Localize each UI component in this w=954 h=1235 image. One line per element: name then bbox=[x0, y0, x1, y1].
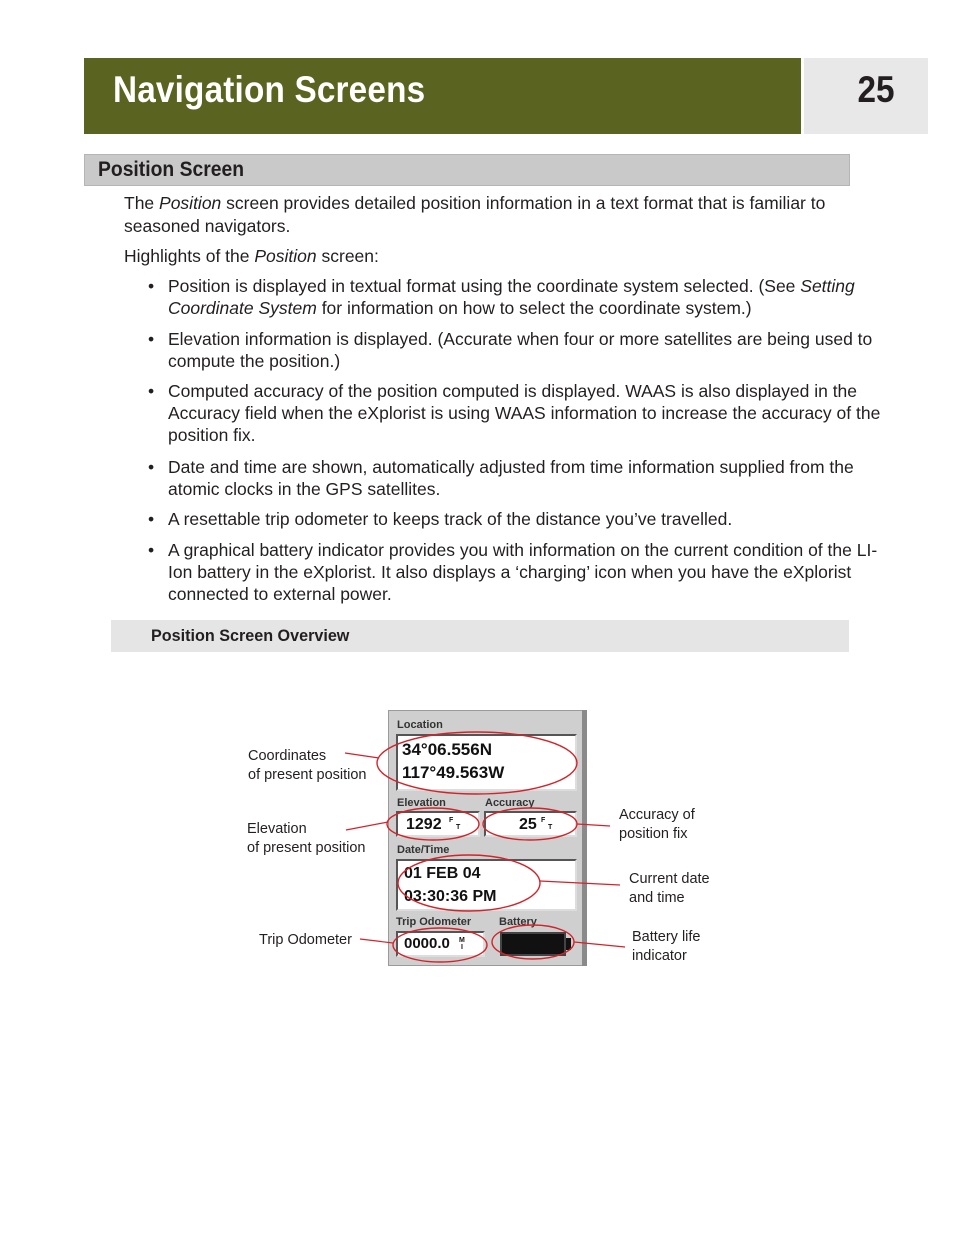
callout-text: indicator bbox=[632, 947, 687, 964]
trip-unit-bottom: I bbox=[461, 944, 463, 951]
battery-callout bbox=[632, 928, 701, 965]
highlights-text-b: screen: bbox=[316, 246, 379, 266]
bullet-marker: • bbox=[148, 457, 155, 477]
callout-text: of present position bbox=[247, 839, 366, 856]
callout-text: position fix bbox=[619, 825, 688, 842]
time-value: 03:30:36 PM bbox=[404, 888, 497, 905]
bullet-text: Elevation information is displayed. (Accurate when four or more satellites are being used to compute the position.) bbox=[168, 329, 873, 371]
trip-highlight-ring bbox=[393, 928, 487, 962]
accuracy-unit-bottom: T bbox=[548, 824, 553, 831]
battery-label: Battery bbox=[499, 916, 537, 928]
elevation-callout bbox=[247, 820, 366, 857]
elevation-value: 1292 bbox=[406, 816, 442, 833]
callout-text: and time bbox=[629, 889, 685, 906]
accuracy-unit-top: F bbox=[541, 817, 546, 824]
trip-unit-top: M bbox=[459, 937, 465, 944]
accuracy-callout bbox=[619, 806, 695, 843]
coordinates-callout bbox=[248, 747, 367, 784]
page-number: 25 bbox=[857, 69, 895, 110]
accuracy-value: 25 bbox=[519, 816, 537, 833]
battery-leader-line bbox=[574, 942, 625, 947]
datetime-label: Date/Time bbox=[397, 844, 450, 856]
bullet-marker: • bbox=[148, 509, 155, 529]
accuracy-highlight-ring bbox=[483, 808, 577, 840]
elevation-highlight-ring bbox=[387, 808, 479, 840]
longitude-value: 117°49.563W bbox=[402, 763, 505, 782]
bullet-text: Position is displayed in textual format using the coordinate system selected. (See bbox=[168, 276, 801, 296]
date-value: 01 FEB 04 bbox=[404, 865, 481, 882]
bullet-marker: • bbox=[148, 276, 155, 296]
intro-emphasis: Position bbox=[159, 193, 222, 213]
subsection-title: Position Screen Overview bbox=[151, 626, 350, 645]
bullet-marker: • bbox=[148, 540, 155, 560]
bullet-marker: • bbox=[148, 329, 155, 349]
section-title: Position Screen bbox=[98, 158, 245, 181]
latitude-value: 34°06.556N bbox=[402, 740, 492, 759]
trip-leader-line bbox=[360, 939, 393, 943]
trip-odometer-label: Trip Odometer bbox=[396, 916, 472, 928]
highlights-text-a: Highlights of the bbox=[124, 246, 255, 266]
bullet-text: for information on how to select the coordinate system.) bbox=[316, 298, 752, 318]
callout-text: Accuracy of bbox=[619, 807, 695, 823]
location-label: Location bbox=[397, 719, 443, 731]
callout-text: Elevation bbox=[247, 821, 307, 837]
intro-text-a: The bbox=[124, 193, 160, 213]
bullet-text: A graphical battery indicator provides you with information on the current condition of the LI-Ion battery in the eXplorist. It also displays a ‘charging’ icon when you have the eXplorist connected to external power. bbox=[168, 540, 878, 604]
bullet-text: A resettable trip odometer to keeps track of the distance you’ve travelled. bbox=[168, 509, 733, 529]
battery-highlight-ring bbox=[492, 925, 574, 959]
highlights-emphasis: Position bbox=[254, 246, 317, 266]
elevation-label: Elevation bbox=[397, 797, 446, 809]
elevation-unit-bottom: T bbox=[456, 824, 461, 831]
trip-odometer-callout: Trip Odometer bbox=[259, 932, 352, 948]
intro-text-b: screen provides detailed position information in a text format that is familiar to seasoned navigators. bbox=[124, 193, 826, 236]
page-title: Navigation Screens bbox=[113, 69, 426, 110]
bullet-text: Date and time are shown, automatically adjusted from time information supplied from the atomic clocks in the GPS satellites. bbox=[168, 457, 854, 499]
bullet-emphasis: Setting Coordinate System bbox=[168, 276, 855, 318]
elevation-unit-top: F bbox=[449, 817, 454, 824]
bullet-text: Computed accuracy of the position computed is displayed. WAAS is also displayed in the Accuracy field when the eXplorist is using WAAS information to increase the accuracy of the position fix. bbox=[168, 381, 881, 445]
accuracy-leader-line bbox=[577, 824, 610, 826]
callout-text: Coordinates bbox=[248, 748, 327, 764]
callout-text: Battery life bbox=[632, 929, 701, 945]
bullet-marker: • bbox=[148, 381, 155, 401]
callout-text: Current date bbox=[629, 871, 710, 887]
datetime-highlight-ring bbox=[398, 855, 540, 911]
trip-odometer-value: 0000.0 bbox=[404, 935, 450, 952]
callout-text: of present position bbox=[248, 766, 367, 783]
accuracy-label: Accuracy bbox=[485, 797, 535, 809]
datetime-callout bbox=[629, 870, 710, 907]
datetime-leader-line bbox=[540, 881, 620, 885]
coordinates-highlight-ring bbox=[377, 732, 577, 794]
